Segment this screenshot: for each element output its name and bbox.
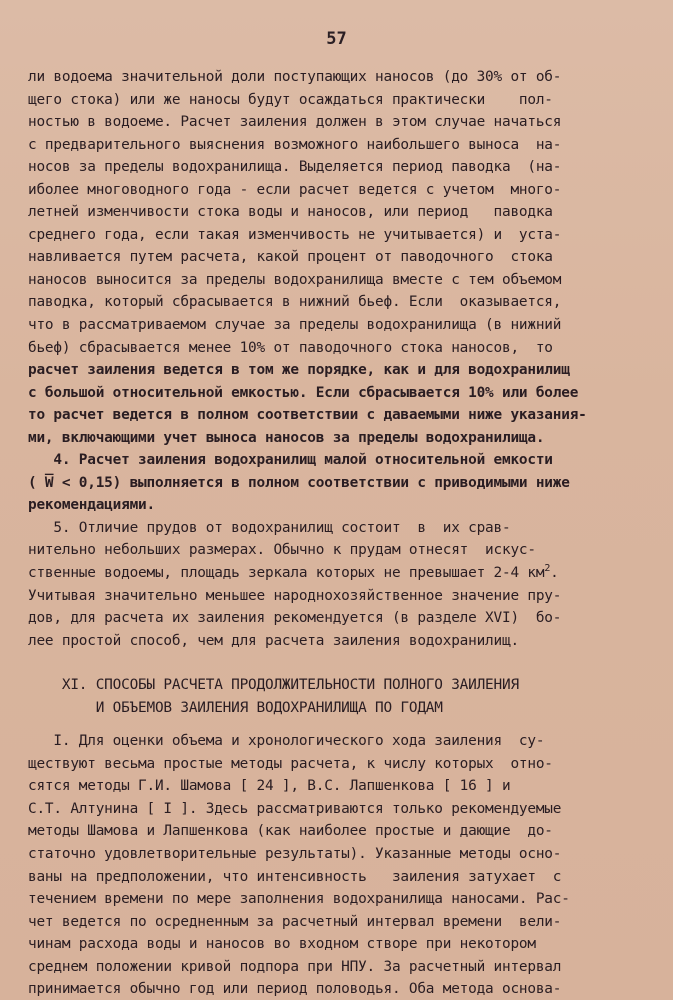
text-line: С.Т. Алтунина [ I ]. Здесь рассматриваются только рекомендуемые [28,800,562,817]
text-line: рекомендациями. [28,497,155,514]
text-line: наносов выносится за пределы водохранилища вместе с тем объемом [28,271,562,288]
text-line: принимается обычно год или период половодья. Оба метода основа- [28,981,562,998]
section-heading [28,674,656,720]
text-line: ваны на предположении, что интенсивность заиления затухает с [28,868,562,885]
line-suffix: . [550,565,559,582]
text-line: чет ведется по осредненным за расчетный интервал времени вели- [28,913,562,930]
page-number: 57 [326,29,347,49]
text-line: ностью в водоеме. Расчет заиления должен в этом случае начаться [28,114,562,131]
text-line: то расчет ведется в полном соответствии с даваемыми ниже указания- [28,407,587,424]
section-spacer [28,652,656,674]
text-line-with-superscript [28,562,656,585]
text-line: навливается путем расчета, какой процент от паводочного стока [28,249,553,266]
paragraph-item-5 [28,517,656,652]
text-line: дов, для расчета их заиления рекомендуется (в разделе XVI) бо- [28,610,562,627]
text-line: сятся методы Г.И. Шамова [ 24 ], В.С. Лапшенкова [ 16 ] и [28,778,511,795]
text-line: ществуют весьма простые методы расчета, к числу которых отно- [28,755,553,772]
text-line: расчет заиления ведется в том же порядке, как и для водохранилищ [28,362,570,379]
text-line: с предварительного выяснения возможного наибольшего выноса на- [28,136,562,153]
text-line: течением времени по мере заполнения водохранилища наносами. Рас- [28,891,570,908]
text-line: с большой относительной емкостью. Если сбрасывается 10% или более [28,384,579,401]
text-line: статочно удовлетворительные результаты). Указанные методы осно- [28,845,562,862]
text-line: ( W̅ < 0,15) выполняется в полном соответствии с приводимыми ниже [28,474,570,491]
text-line: 5. Отличие прудов от водохранилищ состоит в их срав- [28,519,511,536]
text-line: Учитывая значительно меньшее народнохозяйственное значение пру- [28,587,562,604]
text-line: лее простой способ, чем для расчета заиления водохранилищ. [28,632,519,649]
text-line: ли водоема значительной доли поступающих наносов (до 30% от об- [28,69,562,85]
page-body [28,66,656,1000]
line-text: ственные водоемы, площадь зеркала которых не превышает 2-4 км [28,565,545,582]
heading-line: XI. СПОСОБЫ РАСЧЕТА ПРОДОЛЖИТЕЛЬНОСТИ ПОЛНОГО ЗАИЛЕНИЯ [28,677,519,694]
text-line: 4. Расчет заиления водохранилищ малой относительной емкости [28,452,553,469]
paragraph-section-1 [28,730,656,1000]
text-line: I. Для оценки объема и хронологического хода заиления су- [28,733,545,750]
superscript: 2 [544,563,551,575]
text-line: иболее многоводного года - если расчет ведется с учетом много- [28,181,562,198]
text-line: щего стока) или же наносы будут осаждаться практически пол- [28,91,553,108]
text-line: чинам расхода воды и наносов во входном створе при некотором [28,936,536,953]
text-line: нительно небольших размерах. Обычно к прудам отнесят искус- [28,542,536,559]
text-line: что в рассматриваемом случае за пределы водохранилища (в нижний [28,317,562,334]
text-line: среднего года, если такая изменчивость не учитывается) и уста- [28,226,562,243]
text-line: методы Шамова и Лапшенкова (как наиболее простые и дающие до- [28,823,553,840]
text-line: паводка, который сбрасывается в нижний бьеф. Если оказывается, [28,294,562,311]
text-line: бьеф) сбрасывается менее 10% от паводочного стока наносов, то [28,339,553,356]
paragraph-item-4 [28,449,656,517]
text-line: среднем положении кривой подпора при НПУ. За расчетный интервал [28,958,562,975]
heading-line: И ОБЪЕМОВ ЗАИЛЕНИЯ ВОДОХРАНИЛИЩА ПО ГОДАМ [28,700,443,717]
text-line: носов за пределы водохранилища. Выделяется период паводка (на- [28,159,562,176]
text-line: ми, включающими учет выноса наносов за пределы водохранилища. [28,429,545,446]
text-line: летней изменчивости стока воды и наносов, или период паводка [28,204,553,221]
heading-spacer [28,720,656,730]
paragraph-continuation [28,66,656,449]
